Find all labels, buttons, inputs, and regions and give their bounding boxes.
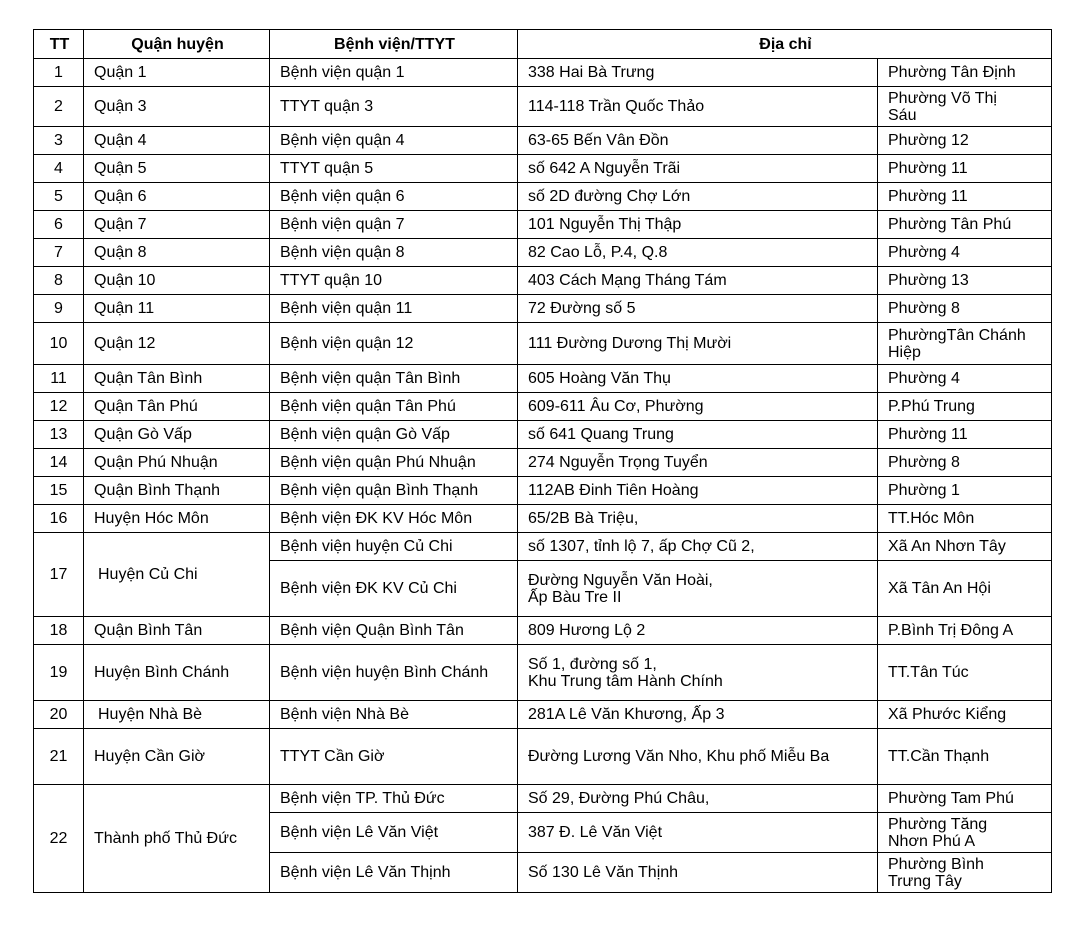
row-number: 16 [34, 505, 84, 533]
district-cell: Quận 1 [84, 59, 270, 87]
street-line: Đường Nguyễn Văn Hoài, [528, 571, 713, 589]
street-cell: số 2D đường Chợ Lớn [518, 183, 878, 211]
street-cell: 112AB Đinh Tiên Hoàng [518, 477, 878, 505]
street-cell: 114-118 Trần Quốc Thảo [518, 87, 878, 127]
hospital-cell: Bệnh viện quận Tân Phú [270, 393, 518, 421]
district-cell: Quận 12 [84, 323, 270, 365]
row-number: 19 [34, 645, 84, 701]
street-cell: 403 Cách Mạng Tháng Tám [518, 267, 878, 295]
ward-cell: TT.Tân Túc [878, 645, 1052, 701]
street-cell: 274 Nguyễn Trọng Tuyển [518, 449, 878, 477]
street-cell: Đường Lương Văn Nho, Khu phố Miễu Ba [518, 729, 878, 785]
district-cell: Huyện Củ Chi [84, 533, 270, 617]
table-row [34, 155, 1052, 183]
row-number: 9 [34, 295, 84, 323]
hospital-cell: Bệnh viện huyện Củ Chi [270, 533, 518, 561]
ward-cell: Xã Phước Kiểng [878, 701, 1052, 729]
ward-cell: Phường Tân Phú [878, 211, 1052, 239]
table-row [34, 127, 1052, 155]
street-cell: 82 Cao Lỗ, P.4, Q.8 [518, 239, 878, 267]
row-number: 8 [34, 267, 84, 295]
hospital-cell: Bệnh viện quận 8 [270, 239, 518, 267]
district-cell: Quận 11 [84, 295, 270, 323]
row-number: 22 [34, 785, 84, 893]
street-cell: 338 Hai Bà Trưng [518, 59, 878, 87]
table-row [34, 87, 1052, 127]
ward-cell: Phường 11 [878, 155, 1052, 183]
ward-cell: Phường 4 [878, 239, 1052, 267]
ward-cell: Xã An Nhơn Tây [878, 533, 1052, 561]
street-cell: 63-65 Bến Vân Đồn [518, 127, 878, 155]
ward-cell: TT.Cần Thạnh [878, 729, 1052, 785]
hospital-cell: Bệnh viện quận 12 [270, 323, 518, 365]
street-line: Khu Trung tâm Hành Chính [528, 672, 723, 690]
header-address: Địa chỉ [518, 30, 1052, 59]
hospital-cell: Bệnh viện ĐK KV Hóc Môn [270, 505, 518, 533]
ward-cell: Phường Tân Định [878, 59, 1052, 87]
ward-line: Phường Võ Thị [888, 89, 997, 107]
hospital-cell: Bệnh viện Nhà Bè [270, 701, 518, 729]
row-number: 18 [34, 617, 84, 645]
table-row [34, 211, 1052, 239]
row-number: 3 [34, 127, 84, 155]
street-cell [518, 645, 878, 701]
row-number: 2 [34, 87, 84, 127]
district-cell: Quận 10 [84, 267, 270, 295]
row-number: 14 [34, 449, 84, 477]
ward-cell: Xã Tân An Hội [878, 561, 1052, 617]
table-row [34, 701, 1052, 729]
table-row [34, 785, 1052, 813]
row-number: 1 [34, 59, 84, 87]
hospital-cell: Bệnh viện quận 4 [270, 127, 518, 155]
table-row [34, 183, 1052, 211]
street-cell: số 641 Quang Trung [518, 421, 878, 449]
hospital-cell: TTYT quận 10 [270, 267, 518, 295]
table-row [34, 533, 1052, 561]
ward-line: PhườngTân Chánh [888, 326, 1026, 344]
table-row [34, 59, 1052, 87]
ward-line: Nhơn Phú A [888, 832, 975, 850]
hospital-cell: TTYT quận 5 [270, 155, 518, 183]
hospital-cell: Bệnh viện quận Phú Nhuận [270, 449, 518, 477]
ward-cell: Phường 11 [878, 183, 1052, 211]
ward-cell: Phường 11 [878, 421, 1052, 449]
hospital-cell: Bệnh viện quận Bình Thạnh [270, 477, 518, 505]
street-cell: 609-611 Âu Cơ, Phường [518, 393, 878, 421]
row-number: 4 [34, 155, 84, 183]
hospital-cell: Bệnh viện quận 11 [270, 295, 518, 323]
district-cell: Quận 3 [84, 87, 270, 127]
table-row [34, 365, 1052, 393]
ward-cell [878, 813, 1052, 853]
hospital-cell: Bệnh viện quận 7 [270, 211, 518, 239]
district-cell: Quận 8 [84, 239, 270, 267]
district-cell: Huyện Hóc Môn [84, 505, 270, 533]
ward-cell: Phường 8 [878, 295, 1052, 323]
ward-cell: Phường 8 [878, 449, 1052, 477]
district-cell: Quận 4 [84, 127, 270, 155]
district-cell: Quận Tân Bình [84, 365, 270, 393]
street-cell: 605 Hoàng Văn Thụ [518, 365, 878, 393]
table-row [34, 645, 1052, 701]
hospital-cell: TTYT quận 3 [270, 87, 518, 127]
table-row [34, 393, 1052, 421]
ward-line: Sáu [888, 106, 917, 124]
hospital-cell: Bệnh viện huyện Bình Chánh [270, 645, 518, 701]
ward-cell: Phường 12 [878, 127, 1052, 155]
ward-cell: Phường 4 [878, 365, 1052, 393]
row-number: 12 [34, 393, 84, 421]
district-cell: Quận Tân Phú [84, 393, 270, 421]
ward-line: Hiệp [888, 343, 921, 361]
ward-cell: Phường 1 [878, 477, 1052, 505]
table-row [34, 323, 1052, 365]
row-number: 20 [34, 701, 84, 729]
hospital-cell: Bệnh viện quận 6 [270, 183, 518, 211]
row-number: 10 [34, 323, 84, 365]
street-cell: 65/2B Bà Triệu, [518, 505, 878, 533]
hospital-cell: Bệnh viện quận Tân Bình [270, 365, 518, 393]
table-row [34, 239, 1052, 267]
row-number: 15 [34, 477, 84, 505]
street-cell: số 1307, tỉnh lộ 7, ấp Chợ Cũ 2, [518, 533, 878, 561]
hospital-cell: Bệnh viện quận 1 [270, 59, 518, 87]
district-cell: Thành phố Thủ Đức [84, 785, 270, 893]
ward-cell [878, 87, 1052, 127]
header-tt: TT [34, 30, 84, 59]
district-cell: Quận Bình Tân [84, 617, 270, 645]
row-number: 17 [34, 533, 84, 617]
hospital-cell: Bệnh viện Quận Bình Tân [270, 617, 518, 645]
table-row [34, 295, 1052, 323]
district-cell: Huyện Bình Chánh [84, 645, 270, 701]
street-cell: Số 29, Đường Phú Châu, [518, 785, 878, 813]
street-cell: số 642 A Nguyễn Trãi [518, 155, 878, 183]
street-cell: 101 Nguyễn Thị Thập [518, 211, 878, 239]
header-row [34, 30, 1052, 59]
district-cell: Quận Bình Thạnh [84, 477, 270, 505]
district-cell: Quận 7 [84, 211, 270, 239]
district-cell: Quận Phú Nhuận [84, 449, 270, 477]
district-cell: Huyện Nhà Bè [84, 701, 270, 729]
ward-cell: TT.Hóc Môn [878, 505, 1052, 533]
table-row [34, 477, 1052, 505]
street-cell: 387 Đ. Lê Văn Việt [518, 813, 878, 853]
hospital-cell: Bệnh viện quận Gò Vấp [270, 421, 518, 449]
hospital-cell: Bệnh viện TP. Thủ Đức [270, 785, 518, 813]
table-row [34, 449, 1052, 477]
ward-cell: P.Bình Trị Đông A [878, 617, 1052, 645]
district-cell: Quận 5 [84, 155, 270, 183]
row-number: 21 [34, 729, 84, 785]
district-cell: Huyện Cần Giờ [84, 729, 270, 785]
district-cell: Quận 6 [84, 183, 270, 211]
row-number: 11 [34, 365, 84, 393]
street-line: Ấp Bàu Tre II [528, 588, 622, 606]
row-number: 5 [34, 183, 84, 211]
ward-cell: Phường Tam Phú [878, 785, 1052, 813]
row-number: 13 [34, 421, 84, 449]
header-district: Quận huyện [84, 30, 270, 59]
ward-cell [878, 853, 1052, 893]
row-number: 7 [34, 239, 84, 267]
street-cell: Số 130 Lê Văn Thịnh [518, 853, 878, 893]
district-cell: Quận Gò Vấp [84, 421, 270, 449]
hospital-table [33, 29, 1052, 893]
street-cell: 72 Đường số 5 [518, 295, 878, 323]
street-cell [518, 561, 878, 617]
hospital-cell: TTYT Cần Giờ [270, 729, 518, 785]
ward-line: Phường Bình [888, 855, 984, 873]
hospital-cell: Bệnh viện Lê Văn Việt [270, 813, 518, 853]
hospital-cell: Bệnh viện Lê Văn Thịnh [270, 853, 518, 893]
street-line: Số 1, đường số 1, [528, 655, 657, 673]
table-row [34, 421, 1052, 449]
ward-cell: P.Phú Trung [878, 393, 1052, 421]
table-row [34, 267, 1052, 295]
street-cell: 809 Hương Lộ 2 [518, 617, 878, 645]
ward-cell [878, 323, 1052, 365]
table-row [34, 729, 1052, 785]
street-cell: 281A Lê Văn Khương, Ấp 3 [518, 701, 878, 729]
ward-cell: Phường 13 [878, 267, 1052, 295]
row-number: 6 [34, 211, 84, 239]
street-cell: 111 Đường Dương Thị Mười [518, 323, 878, 365]
hospital-cell: Bệnh viện ĐK KV Củ Chi [270, 561, 518, 617]
table-row [34, 505, 1052, 533]
ward-line: Phường Tăng [888, 815, 988, 833]
table-row [34, 617, 1052, 645]
ward-line: Trưng Tây [888, 872, 962, 890]
header-hospital: Bệnh viện/TTYT [270, 30, 518, 59]
